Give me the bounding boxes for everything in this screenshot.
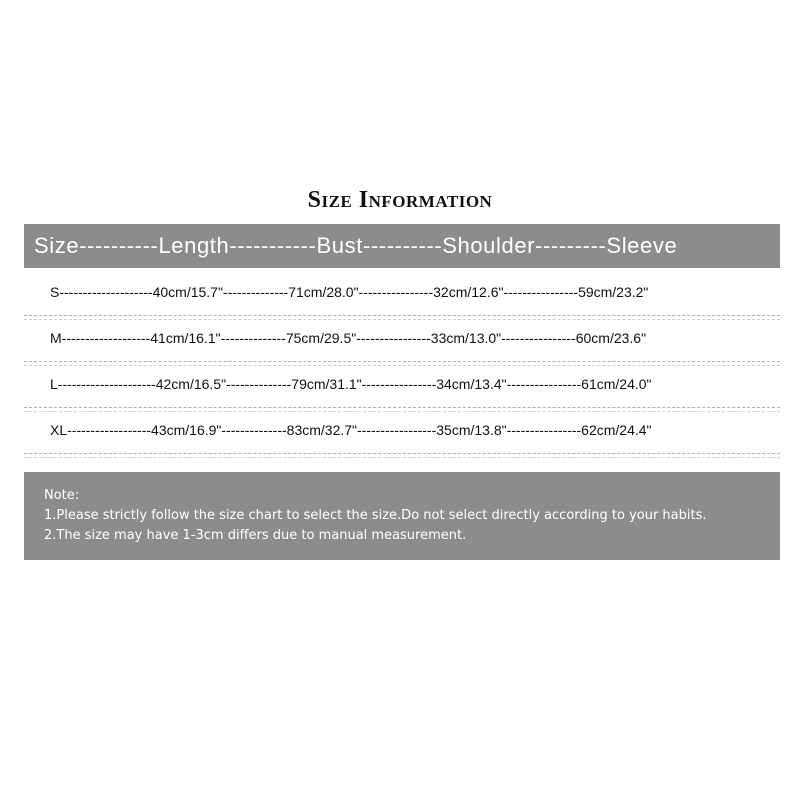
row-divider — [24, 361, 780, 362]
note-line-1: 1.Please strictly follow the size chart to select the size.Do not select directly according to your habits. — [44, 508, 707, 523]
row-divider — [24, 457, 780, 458]
page-title: Size Information — [307, 187, 493, 213]
table-row — [24, 276, 780, 322]
row-divider — [24, 453, 780, 454]
note-line-2: 2.The size may have 1-3cm differs due to manual measurement. — [44, 528, 467, 543]
row-text-l: L---------------------42cm/16.5"--------------79cm/31.1"----------------34cm/13.4"----------------61cm/24.0" — [50, 376, 652, 392]
note-heading: Note: — [44, 488, 80, 503]
row-text-m: M-------------------41cm/16.1"--------------75cm/29.5"----------------33cm/13.0"----------------60cm/23.6" — [50, 330, 647, 346]
row-text-xl: XL------------------43cm/16.9"--------------83cm/32.7"-----------------35cm/13.8"----------------62cm/24.4" — [50, 422, 652, 438]
table-row — [24, 322, 780, 368]
table-row — [24, 368, 780, 414]
size-table-header — [24, 224, 780, 268]
row-divider — [24, 407, 780, 408]
row-text-s: S--------------------40cm/15.7"--------------71cm/28.0"----------------32cm/12.6"----------------59cm/23.2" — [50, 284, 649, 300]
note-box — [24, 472, 780, 560]
row-divider — [24, 411, 780, 412]
row-divider — [24, 319, 780, 320]
row-divider — [24, 315, 780, 316]
size-table — [24, 276, 780, 460]
table-row — [24, 414, 780, 460]
row-divider — [24, 365, 780, 366]
size-table-header-text: Size----------Length-----------Bust----------Shoulder---------Sleeve — [34, 233, 678, 258]
